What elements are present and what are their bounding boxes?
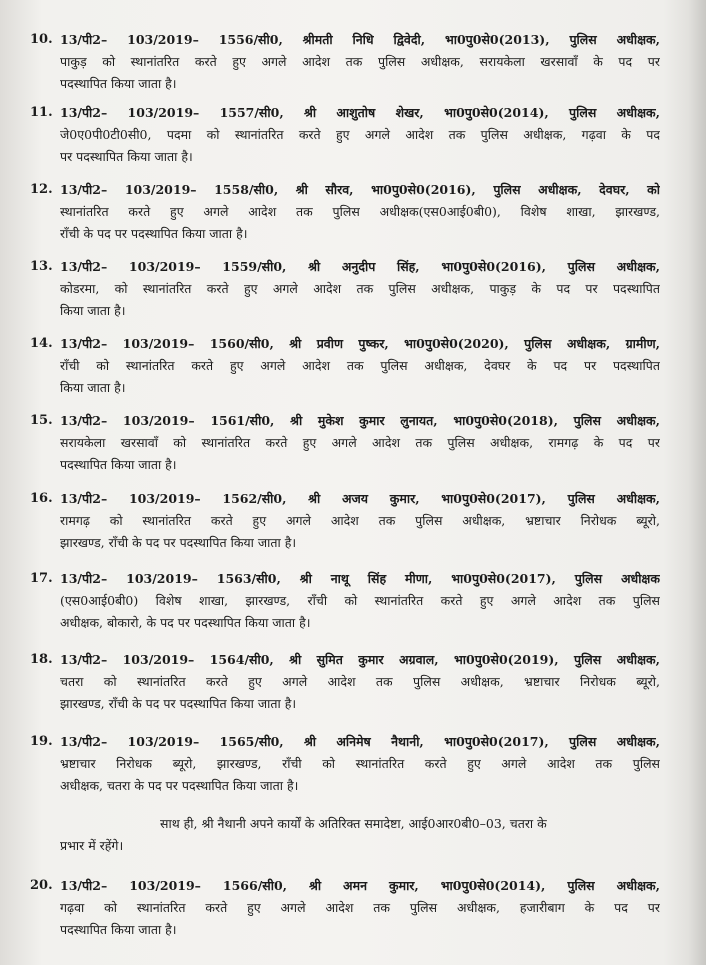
entry-line: अधीक्षक, बोकारो, के पद पर पदस्थापित किया जाता है। (60, 615, 311, 630)
entry-line: पदस्थापित किया जाता है। (60, 76, 177, 91)
entry-line: कोडरमा, को स्थानांतरित करते हुए अगले आदेश तक पुलिस अधीक्षक, पाकुड़ के पद पर पदस्थापित (60, 281, 660, 296)
entry-line: 13/पी2– 103/2019– 1565/सी0, श्री अनिमेष नैथानी, भा0पु0से0(2017), पुलिस अधीक्षक, (60, 734, 660, 749)
entry-number: 10. (30, 32, 53, 47)
entry-line: पदस्थापित किया जाता है। (60, 457, 177, 472)
entry-line: पाकुड़ को स्थानांतरित करते हुए अगले आदेश तक पुलिस अधीक्षक, सरायकेला खरसावाँ के पद पर (60, 54, 660, 69)
entry-line: झारखण्ड, राँची के पद पर पदस्थापित किया जाता है। (60, 696, 297, 711)
entry-line: 13/पी2– 103/2019– 1566/सी0, श्री अमन कुमार, भा0पु0से0(2014), पुलिस अधीक्षक, (60, 878, 660, 893)
entry-line: राँची के पद पर पदस्थापित किया जाता है। (60, 226, 248, 241)
entry-line: स्थानांतरित करते हुए अगले आदेश तक पुलिस अधीक्षक(एस0आई0बी0), विशेष शाखा, झारखण्ड, (60, 204, 660, 219)
entry-line: 13/पी2– 103/2019– 1561/सी0, श्री मुकेश कुमार लुनायत, भा0पु0से0(2018), पुलिस अधीक्षक, (60, 413, 660, 428)
entry-number: 16. (30, 491, 53, 506)
entry-line: 13/पी2– 103/2019– 1557/सी0, श्री आशुतोष शेखर, भा0पु0से0(2014), पुलिस अधीक्षक, (60, 105, 660, 120)
entry-line: किया जाता है। (60, 303, 126, 318)
entry-number: 19. (30, 734, 53, 749)
entry-line: 13/पी2– 103/2019– 1562/सी0, श्री अजय कुमार, भा0पु0से0(2017), पुलिस अधीक्षक, (60, 491, 660, 506)
entry-number: 18. (30, 652, 53, 667)
note-line: प्रभार में रहेंगे। (60, 838, 124, 853)
entry-number: 12. (30, 182, 53, 197)
entry-number: 20. (30, 878, 53, 893)
entry-line: गढ़वा को स्थानांतरित करते हुए अगले आदेश तक पुलिस अधीक्षक, हजारीबाग के पद पर (60, 900, 660, 915)
entry-line: (एस0आई0बी0) विशेष शाखा, झारखण्ड, राँची को स्थानांतरित करते हुए अगले आदेश तक पुलिस (60, 593, 660, 608)
entry-number: 17. (30, 571, 53, 586)
entry-line: 13/पी2– 103/2019– 1558/सी0, श्री सौरव, भा0पु0से0(2016), पुलिस अधीक्षक, देवघर, को (60, 182, 660, 197)
page-edge-shadow (688, 0, 706, 965)
entry-number: 13. (30, 259, 53, 274)
entry-line: पर पदस्थापित किया जाता है। (60, 149, 193, 164)
entry-line: चतरा को स्थानांतरित करते हुए अगले आदेश तक पुलिस अधीक्षक, भ्रष्टाचार निरोधक ब्यूरो, (60, 674, 660, 689)
entry-line: जे0ए0पी0टी0सी0, पदमा को स्थानांतरित करते हुए अगले आदेश तक पुलिस अधीक्षक, गढ़वा के पद (60, 127, 660, 142)
entry-line: 13/पी2– 103/2019– 1560/सी0, श्री प्रवीण पुष्कर, भा0पु0से0(2020), पुलिस अधीक्षक, ग्रामीण, (60, 336, 660, 351)
entry-line: राँची को स्थानांतरित करते हुए अगले आदेश तक पुलिस अधीक्षक, देवघर के पद पर पदस्थापित (60, 358, 660, 373)
entry-line: 13/पी2– 103/2019– 1556/सी0, श्रीमती निधि द्विवेदी, भा0पु0से0(2013), पुलिस अधीक्षक, (60, 32, 660, 47)
entry-line: 13/पी2– 103/2019– 1564/सी0, श्री सुमित कुमार अग्रवाल, भा0पु0से0(2019), पुलिस अधीक्षक, (60, 652, 660, 667)
entry-line: अधीक्षक, चतरा के पद पर पदस्थापित किया जाता है। (60, 778, 299, 793)
note-line: साथ ही, श्री नैथानी अपने कार्यों के अतिरिक्त समादेष्टा, आई0आर0बी0–03, चतरा के (160, 816, 547, 831)
entry-line: रामगढ़ को स्थानांतरित करते हुए अगले आदेश तक पुलिस अधीक्षक, भ्रष्टाचार निरोधक ब्यूरो, (60, 513, 660, 528)
entry-number: 14. (30, 336, 53, 351)
entry-line: झारखण्ड, राँची के पद पर पदस्थापित किया जाता है। (60, 535, 297, 550)
entry-line: सरायकेला खरसावाँ को स्थानांतरित करते हुए अगले आदेश तक पुलिस अधीक्षक, रामगढ़ के पद पर (60, 435, 660, 450)
entry-line: भ्रष्टाचार निरोधक ब्यूरो, झारखण्ड, राँची को स्थानांतरित करते हुए अगले आदेश तक पुलिस (60, 756, 660, 771)
entry-number: 15. (30, 413, 53, 428)
entry-line: 13/पी2– 103/2019– 1559/सी0, श्री अनुदीप सिंह, भा0पु0से0(2016), पुलिस अधीक्षक, (60, 259, 660, 274)
entry-line: पदस्थापित किया जाता है। (60, 922, 177, 937)
entry-line: किया जाता है। (60, 380, 126, 395)
entry-line: 13/पी2– 103/2019– 1563/सी0, श्री नाथू सिंह मीणा, भा0पु0से0(2017), पुलिस अधीक्षक (60, 571, 660, 586)
entry-number: 11. (30, 105, 53, 120)
